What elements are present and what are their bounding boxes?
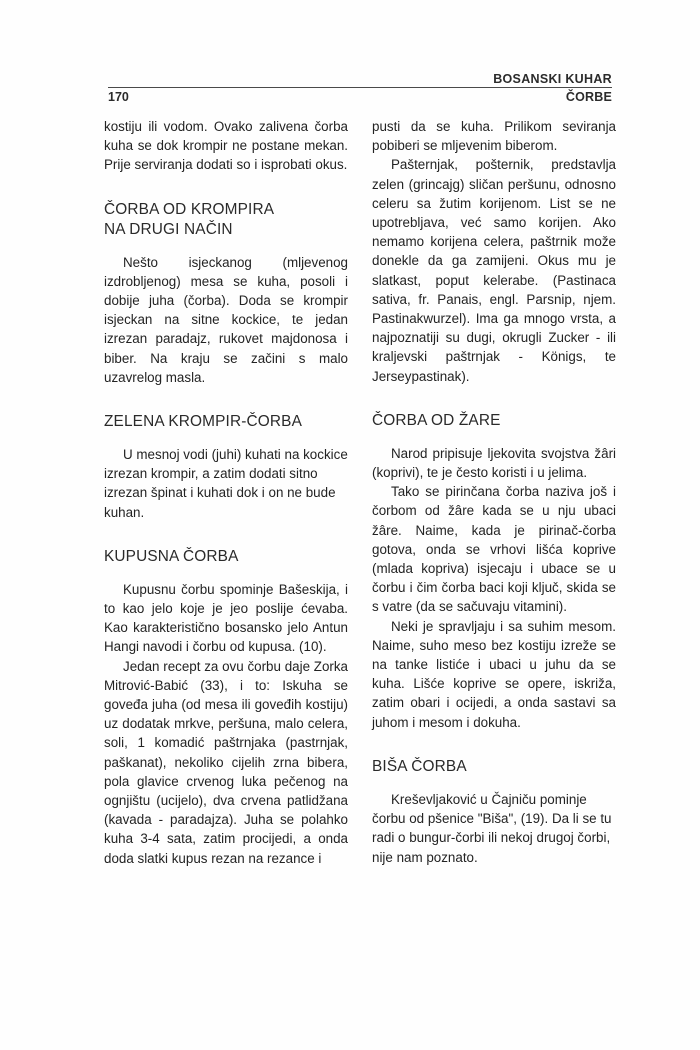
book-title: BOSANSKI KUHAR (493, 72, 612, 86)
spacer (104, 567, 348, 580)
left-column (104, 117, 348, 868)
recipe-title-corba-od-zare: ČORBA OD ŽARE (372, 411, 501, 429)
recipe-5-paragraph: Kreševljaković u Čajniču pominje čorbu od pšenice "Biša", (19). Da li se tu radi o bungur-čorbi ili nekoj drugoj čorbi, nije nam poznato. (372, 791, 612, 865)
recipe-2-paragraph: U mesnoj vodi (juhi) kuhati na kockice izrezan krompir, a zatim dodati sitno izrezan špinat i kuhati dok i on ne bude kuhan. (104, 447, 348, 520)
spacer (372, 777, 616, 790)
continued-paragraph-right: pusti da se kuha. Prilikom seviranja pobiberi se mljevenim biberom. (372, 119, 616, 154)
body-columns (104, 117, 616, 868)
pasternjak-paragraph: Pašternjak, pošternik, predstavlja zelen (grincajg) sličan peršunu, odnosno celeru sa žutim korijenom. List se ne upotrebljava, već samo korijen. Ako nemamo korijena celera, paštrnik može donekle da ga zamijeni. Okus mu je slatkast, poput kelerabe. (Pastinaca sativa, fr. Panais, engl. Parsnip, njem. Pastinakwurzel). Ima ga mnogo vrsta, a najpoznatiji su dugi, okrugli Zucker - ili kraljevski paštrnjak - Königs, te Jerseypastinak). (372, 157, 616, 384)
recipe-3-paragraph-1: Kupusnu čorbu spominje Bašeskija, i to kao jelo koje je jeo poslije ćevaba. Kao karakteristično bosansko jelo Antun Hangi navodi i čorbu od kupusa. (10). (104, 581, 348, 655)
spacer (104, 175, 348, 200)
spacer (104, 432, 348, 445)
recipe-3-paragraph-2: Jedan recept za ovu čorbu daje Zorka Mitrović-Babić (33), i to: Iskuha se goveđa juha (od mesa ili goveđih kostiju) uz dodatak mrkve, peršuna, malo celera, soli, 1 komadić paštrnjaka (pastrnjak, paškanat), nekoliko cijelih zrna bibera, pola glavice crvenog luka pečenog na ognjištu (ucijelo), dva crvena patlidžana (kavada - paradajza). Juha se polahko kuha 3-4 sata, zatim procijedi, a onda doda slatki kupus rezan na rezance i (104, 658, 348, 866)
recipe-4-paragraph-3: Neki je spravljaju i sa suhim mesom. Naime, suho meso bez kostiju izreže se na tanke listiće i ubaci u juhu da se kuha. Lišće koprive se opere, iskriža, zatim obari i ocijedi, a onda sastavi sa juhom i mesom i dokuha. (372, 618, 616, 730)
recipe-title-kupusna-corba: KUPUSNA ČORBA (104, 547, 239, 565)
spacer (104, 240, 348, 253)
spacer (372, 386, 616, 411)
section-title: ČORBE (565, 90, 612, 104)
spacer (104, 522, 348, 547)
recipe-title-corba-od-krompira: ČORBA OD KROMPIRA (104, 200, 275, 218)
continued-paragraph: kostiju ili vodom. Ovako zalivena čorba kuha se dok krompir ne postane mekan. Prije serviranja dodati so i isprobati okus. (104, 119, 348, 173)
right-column (372, 117, 616, 868)
recipe-4-paragraph-1: Narod pripisuje ljekovita svojstva žâri (koprivi), te je često koristi i u jelima. (372, 445, 616, 481)
spacer (372, 431, 616, 444)
spacer (104, 387, 348, 412)
recipe-4-paragraph-2: Tako se pirinčana čorba naziva još i čorbom od žâre kada se u nju ubaci žâre. Naime, kada je pirinač-čorba gotova, onda se vrhovi lišća koprive (mlada kopriva) isjecaju i ubace se u čorbu i čim čorba baci koji ključ, skida se s vatre (da se sačuvaju vitamini). (372, 484, 616, 615)
recipe-title-zelena-krompir-corba: ZELENA KROMPIR-ČORBA (104, 413, 302, 431)
header-row (108, 90, 612, 104)
recipe-title-na-drugi-nacin: NA DRUGI NAČIN (104, 220, 233, 238)
spacer (372, 732, 616, 757)
page-number: 170 (108, 90, 129, 104)
recipe-title-bisa-corba: BIŠA ČORBA (372, 757, 467, 775)
recipe-1-paragraph: Nešto isjeckanog (mljevenog izdrobljenog) mesa se kuha, posoli i dobije juha (čorba). Doda se krompir isjeckan na sitne kockice, te jedan izrezan paradajz, rukovet majdonosa i biber. Na kraju se začini s malo uzavrelog masla. (104, 254, 348, 385)
header-rule (108, 87, 612, 88)
running-head (108, 72, 612, 104)
